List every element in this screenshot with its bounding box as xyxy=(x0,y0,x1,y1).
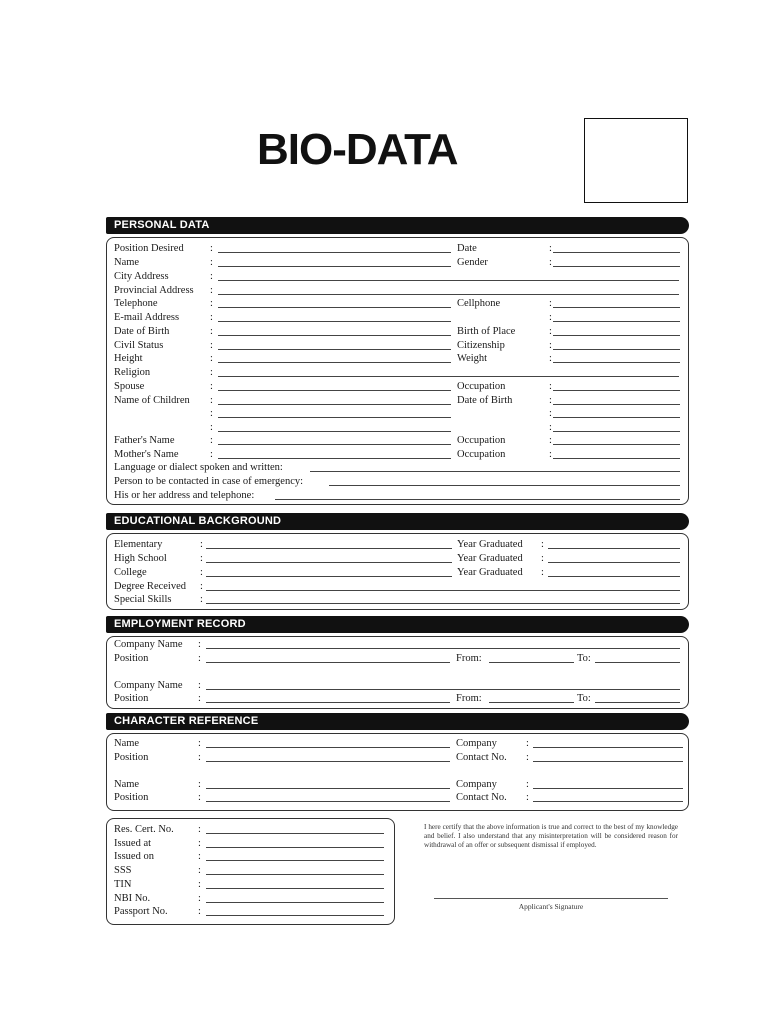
colon-separator: : xyxy=(210,243,213,254)
colon-separator: : xyxy=(210,285,213,296)
personal-right-label: Occupation xyxy=(457,381,506,392)
id-label: Issued at xyxy=(114,838,152,849)
colon-separator: : xyxy=(198,752,201,763)
personal-label: Spouse xyxy=(114,381,145,392)
employment-to-label: To: xyxy=(577,653,591,664)
colon-separator: : xyxy=(200,567,203,578)
id-field[interactable] xyxy=(206,888,384,889)
colon-separator: : xyxy=(210,422,213,433)
education-year-field[interactable] xyxy=(548,576,680,577)
education-label: College xyxy=(114,567,147,578)
photo-box xyxy=(584,118,688,203)
personal-field[interactable] xyxy=(218,266,451,267)
colon-separator: : xyxy=(549,408,552,419)
id-field[interactable] xyxy=(206,860,384,861)
colon-separator: : xyxy=(210,449,213,460)
colon-separator: : xyxy=(210,353,213,364)
personal-field[interactable] xyxy=(218,307,451,308)
reference-contact-label: Contact No. xyxy=(456,792,507,803)
personal-right-field[interactable] xyxy=(553,458,680,459)
id-field[interactable] xyxy=(206,915,384,916)
reference-name-label: Name xyxy=(114,738,140,749)
reference-position-label: Position xyxy=(114,752,149,763)
education-label: Special Skills xyxy=(114,594,172,605)
reference-contact-field[interactable] xyxy=(533,801,683,802)
personal-label: Provincial Address xyxy=(114,285,194,296)
personal-right-label: Occupation xyxy=(457,449,506,460)
employment-to-field[interactable] xyxy=(595,702,680,703)
personal-label: Name of Children xyxy=(114,395,190,406)
colon-separator: : xyxy=(549,340,552,351)
reference-position-field[interactable] xyxy=(206,801,450,802)
personal-long-field[interactable] xyxy=(310,471,680,472)
colon-separator: : xyxy=(198,838,201,849)
colon-separator: : xyxy=(549,395,552,406)
colon-separator: : xyxy=(210,271,213,282)
section-header-education: EDUCATIONAL BACKGROUND xyxy=(106,513,689,530)
education-field[interactable] xyxy=(206,603,680,604)
employment-box xyxy=(106,636,689,709)
colon-separator: : xyxy=(210,408,213,419)
colon-separator: : xyxy=(198,851,201,862)
personal-right-label: Gender xyxy=(457,257,488,268)
colon-separator: : xyxy=(198,680,201,691)
colon-separator: : xyxy=(200,553,203,564)
id-label: Passport No. xyxy=(114,906,168,917)
personal-long-label: Language or dialect spoken and written: xyxy=(114,462,283,473)
personal-field[interactable] xyxy=(218,349,451,350)
education-field[interactable] xyxy=(206,590,680,591)
reference-name-field[interactable] xyxy=(206,788,450,789)
colon-separator: : xyxy=(198,738,201,749)
colon-separator: : xyxy=(200,581,203,592)
personal-field[interactable] xyxy=(218,294,679,295)
id-field[interactable] xyxy=(206,902,384,903)
reference-contact-label: Contact No. xyxy=(456,752,507,763)
personal-label: E-mail Address xyxy=(114,312,180,323)
personal-right-label: Date of Birth xyxy=(457,395,513,406)
id-field[interactable] xyxy=(206,847,384,848)
education-year-label: Year Graduated xyxy=(457,567,523,578)
personal-field[interactable] xyxy=(218,252,451,253)
colon-separator: : xyxy=(200,539,203,550)
personal-label: Religion xyxy=(114,367,151,378)
personal-field[interactable] xyxy=(218,321,451,322)
personal-right-label: Date xyxy=(457,243,477,254)
personal-right-field[interactable] xyxy=(553,404,680,405)
colon-separator: : xyxy=(210,395,213,406)
section-header-personal: PERSONAL DATA xyxy=(106,217,689,234)
personal-label: Name xyxy=(114,257,140,268)
personal-label: Telephone xyxy=(114,298,158,309)
id-label: NBI No. xyxy=(114,893,151,904)
personal-label: Father's Name xyxy=(114,435,175,446)
education-label: High School xyxy=(114,553,167,564)
colon-separator: : xyxy=(198,893,201,904)
reference-contact-field[interactable] xyxy=(533,761,683,762)
colon-separator: : xyxy=(549,243,552,254)
personal-field[interactable] xyxy=(218,444,451,445)
personal-right-field[interactable] xyxy=(553,390,680,391)
colon-separator: : xyxy=(198,693,201,704)
employment-company-field[interactable] xyxy=(206,648,680,649)
personal-right-field[interactable] xyxy=(553,444,680,445)
employment-to-field[interactable] xyxy=(595,662,680,663)
personal-field[interactable] xyxy=(218,458,451,459)
signature-label: Applicant's Signature xyxy=(518,902,584,911)
employment-company-label: Company Name xyxy=(114,639,183,650)
personal-field[interactable] xyxy=(218,431,451,432)
colon-separator: : xyxy=(549,312,552,323)
personal-label: City Address xyxy=(114,271,169,282)
colon-separator: : xyxy=(526,738,529,749)
id-field[interactable] xyxy=(206,874,384,875)
personal-field[interactable] xyxy=(218,335,451,336)
personal-field[interactable] xyxy=(218,376,679,377)
id-label: Res. Cert. No. xyxy=(114,824,174,835)
id-label: Issued on xyxy=(114,851,154,862)
colon-separator: : xyxy=(210,298,213,309)
employment-position-field[interactable] xyxy=(206,662,450,663)
colon-separator: : xyxy=(549,422,552,433)
personal-right-field[interactable] xyxy=(553,349,680,350)
id-label: SSS xyxy=(114,865,132,876)
reference-position-label: Position xyxy=(114,792,149,803)
personal-field[interactable] xyxy=(218,280,679,281)
employment-from-label: From: xyxy=(456,653,482,664)
colon-separator: : xyxy=(210,257,213,268)
personal-long-field[interactable] xyxy=(275,499,680,500)
reference-company-label: Company xyxy=(456,738,497,749)
reference-name-label: Name xyxy=(114,779,140,790)
colon-separator: : xyxy=(549,449,552,460)
personal-right-label: Weight xyxy=(457,353,488,364)
colon-separator: : xyxy=(210,435,213,446)
education-label: Elementary xyxy=(114,539,163,550)
colon-separator: : xyxy=(210,367,213,378)
personal-right-field[interactable] xyxy=(553,417,680,418)
colon-separator: : xyxy=(210,312,213,323)
personal-right-field[interactable] xyxy=(553,335,680,336)
colon-separator: : xyxy=(198,792,201,803)
colon-separator: : xyxy=(198,865,201,876)
signature-field[interactable] xyxy=(434,898,668,899)
employment-position-label: Position xyxy=(114,693,149,704)
personal-label: Civil Status xyxy=(114,340,164,351)
colon-separator: : xyxy=(200,594,203,605)
employment-company-label: Company Name xyxy=(114,680,183,691)
personal-field[interactable] xyxy=(218,417,451,418)
personal-long-field[interactable] xyxy=(329,485,680,486)
personal-long-label: Person to be contacted in case of emergency: xyxy=(114,476,304,487)
personal-right-label: Cellphone xyxy=(457,298,501,309)
colon-separator: : xyxy=(526,779,529,790)
colon-separator: : xyxy=(549,298,552,309)
colon-separator: : xyxy=(549,435,552,446)
reference-company-field[interactable] xyxy=(533,788,683,789)
section-header-character: CHARACTER REFERENCE xyxy=(106,713,689,730)
colon-separator: : xyxy=(541,553,544,564)
personal-label: Date of Birth xyxy=(114,326,170,337)
colon-separator: : xyxy=(210,340,213,351)
reference-position-field[interactable] xyxy=(206,761,450,762)
personal-label: Mother's Name xyxy=(114,449,179,460)
employment-from-label: From: xyxy=(456,693,482,704)
education-field[interactable] xyxy=(206,562,452,563)
colon-separator: : xyxy=(198,879,201,890)
personal-field[interactable] xyxy=(218,362,451,363)
education-label: Degree Received xyxy=(114,581,186,592)
id-field[interactable] xyxy=(206,833,384,834)
employment-from-field[interactable] xyxy=(489,702,574,703)
education-year-field[interactable] xyxy=(548,548,680,549)
employment-company-field[interactable] xyxy=(206,689,680,690)
colon-separator: : xyxy=(198,653,201,664)
personal-right-label: Citizenship xyxy=(457,340,505,351)
education-year-label: Year Graduated xyxy=(457,539,523,550)
colon-separator: : xyxy=(198,639,201,650)
character-box xyxy=(106,733,689,811)
personal-right-field[interactable] xyxy=(553,321,680,322)
certification-text: I here certify that the above information is true and correct to the best of my knowledge and belief. I also understand that any misinterpretation will be considered reason for withdrawal of an offer or subsequent dismissal if employed. xyxy=(424,823,678,849)
education-box xyxy=(106,533,689,610)
personal-long-label: His or her address and telephone: xyxy=(114,490,255,501)
personal-right-field[interactable] xyxy=(553,307,680,308)
employment-position-label: Position xyxy=(114,653,149,664)
colon-separator: : xyxy=(549,257,552,268)
colon-separator: : xyxy=(210,326,213,337)
personal-field[interactable] xyxy=(218,404,451,405)
personal-right-label: Occupation xyxy=(457,435,506,446)
reference-company-field[interactable] xyxy=(533,747,683,748)
employment-position-field[interactable] xyxy=(206,702,450,703)
personal-field[interactable] xyxy=(218,390,451,391)
colon-separator: : xyxy=(210,381,213,392)
colon-separator: : xyxy=(549,353,552,364)
personal-right-field[interactable] xyxy=(553,362,680,363)
reference-name-field[interactable] xyxy=(206,747,450,748)
colon-separator: : xyxy=(526,792,529,803)
personal-label: Position Desired xyxy=(114,243,184,254)
employment-to-label: To: xyxy=(577,693,591,704)
colon-separator: : xyxy=(198,779,201,790)
colon-separator: : xyxy=(541,539,544,550)
personal-right-field[interactable] xyxy=(553,266,680,267)
personal-right-label: Birth of Place xyxy=(457,326,516,337)
personal-label: Height xyxy=(114,353,143,364)
personal-right-field[interactable] xyxy=(553,431,680,432)
colon-separator: : xyxy=(541,567,544,578)
personal-right-field[interactable] xyxy=(553,252,680,253)
colon-separator: : xyxy=(198,906,201,917)
id-label: TIN xyxy=(114,879,132,890)
education-year-label: Year Graduated xyxy=(457,553,523,564)
page-title: BIO-DATA xyxy=(257,125,458,174)
section-header-employment: EMPLOYMENT RECORD xyxy=(106,616,689,633)
education-field[interactable] xyxy=(206,548,452,549)
colon-separator: : xyxy=(198,824,201,835)
colon-separator: : xyxy=(549,381,552,392)
colon-separator: : xyxy=(549,326,552,337)
employment-from-field[interactable] xyxy=(489,662,574,663)
reference-company-label: Company xyxy=(456,779,497,790)
education-field[interactable] xyxy=(206,576,452,577)
education-year-field[interactable] xyxy=(548,562,680,563)
colon-separator: : xyxy=(526,752,529,763)
